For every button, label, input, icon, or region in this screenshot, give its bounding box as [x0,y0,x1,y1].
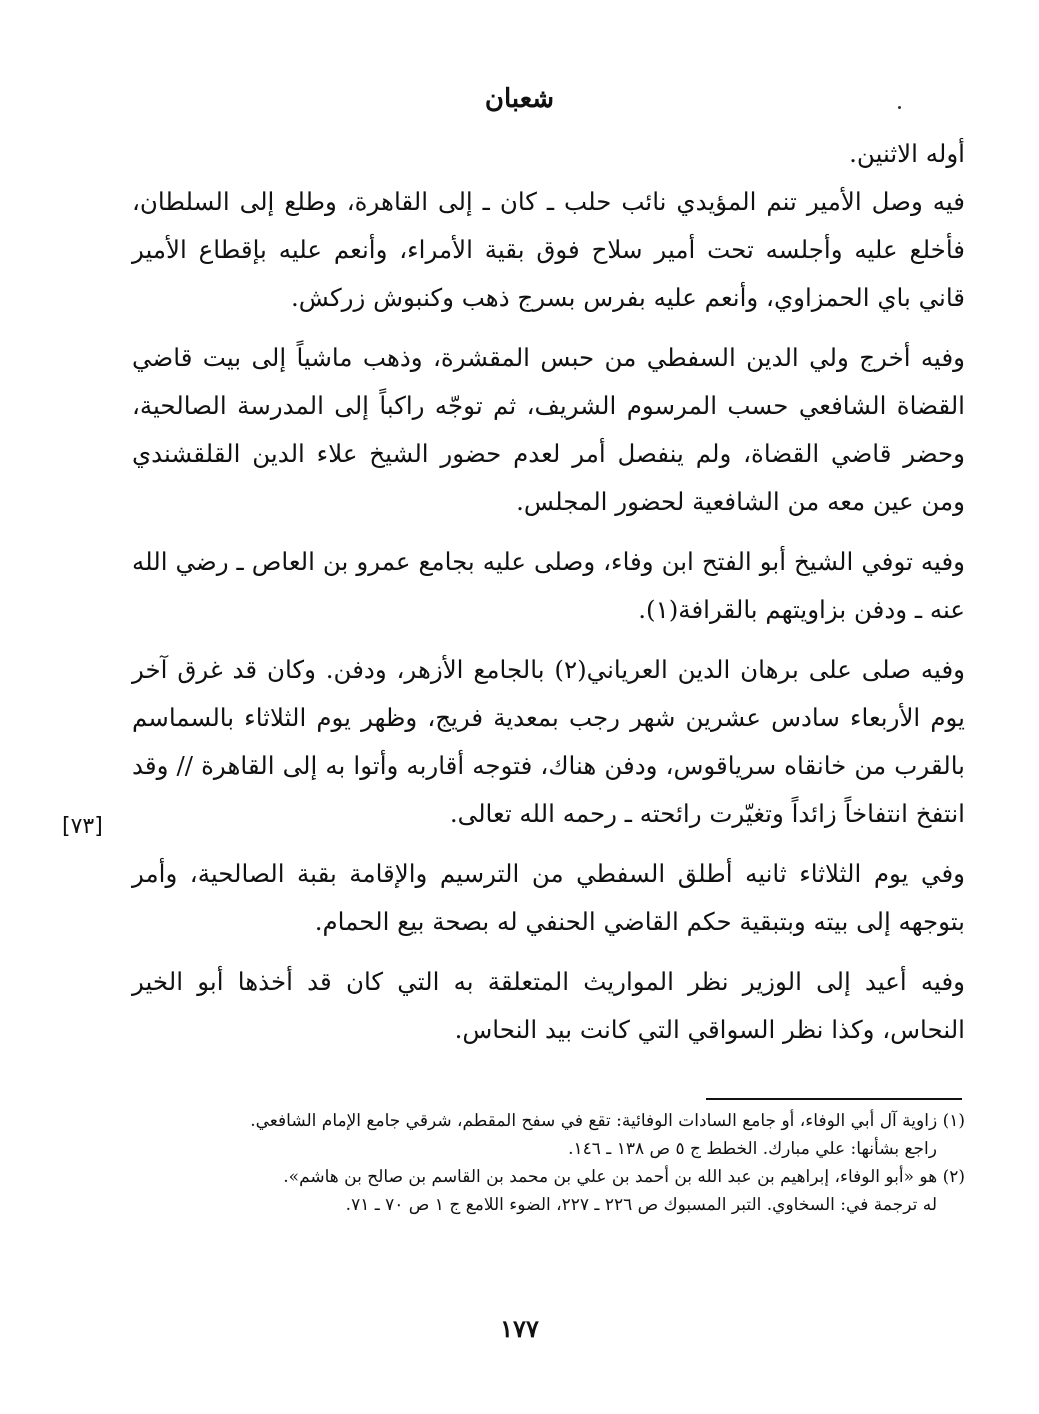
paragraph-tanam-arrival: فيه وصل الأمير تنم المؤيدي نائب حلب ـ كان ـ إلى القاهرة، وطلع إلى السلطان، فأخلع عليه وأجلسه تحت أمير سلاح فوق بقية الأمراء، وأنعم عليه بإقطاع الأمير قاني باي الحمزاوي، وأنعم عليه بفرس بسرج ذهب وكنبوش زركش. [132,187,965,312]
manuscript-folio-marker: [٧٣] [62,814,103,839]
footnote-2: (٢) هو «أبو الوفاء، إبراهيم بن عبد الله بن أحمد بن علي بن محمد بن القاسم بن صالح بن هاشم». [283,1167,965,1187]
paragraph-month-start: أوله الاثنين. [849,139,965,168]
paragraph-uryani-prayer: وفيه صلى على برهان الدين العرياني(٢) بالجامع الأزهر، ودفن. وكان قد غرق آخر يوم الأربعاء سادس عشرين شهر رجب بمعدية فريج، وظهر يوم الثلاثاء بالسماسم بالقرب من خانقاه سرياقوس، ودفن هناك، فتوجه أقاربه وأتوا به إلى القاهرة // وقد انتفخ انتفاخاً زائداً وتغيّرت رائحته ـ رحمه الله تعالى. [132,655,965,828]
paragraph-safti-release: وفيه أخرج ولي الدين السفطي من حبس المقشرة، وذهب ماشياً إلى بيت قاضي القضاة الشافعي حسب المرسوم الشريف، ثم توجّه راكباً إلى المدرسة الصالحية، وحضر قاضي القضاة، ولم ينفصل أمر لعدم حضور الشيخ علاء الدين القلقشندي ومن عين معه من الشافعية لحضور المجلس. [132,343,965,516]
footnote-2-reference: له ترجمة في: السخاوي. التبر المسبوك ص ٢٢٦ ـ ٢٢٧، الضوء اللامع ج ١ ص ٧٠ ـ ٧١. [345,1195,937,1215]
footnote-divider [706,1098,962,1100]
paragraph-ibn-wafa-death: وفيه توفي الشيخ أبو الفتح ابن وفاء، وصلى عليه بجامع عمرو بن العاص ـ رضي الله عنه ـ ودفن بزاويتهم بالقرافة(١). [132,547,965,624]
page-number: ١٧٧ [500,1314,539,1343]
page-title: شعبان [484,84,555,114]
main-text [132,130,965,1066]
paragraph-mawarith-return: وفيه أعيد إلى الوزير نظر المواريث المتعلقة به التي كان قد أخذها أبو الخير النحاس، وكذا نظر السواقي التي كانت بيد النحاس. [132,967,965,1044]
footnote-1-reference: راجع بشأنها: علي مبارك. الخطط ج ٥ ص ١٣٨ ـ ١٤٦. [568,1139,937,1159]
footnotes [140,1108,965,1220]
footnote-1: (١) زاوية آل أبي الوفاء، أو جامع السادات الوفائية: تقع في سفح المقطم، شرقي جامع الإمام الشافعي. [250,1111,965,1131]
paragraph-tuesday-release: وفي يوم الثلاثاء ثانيه أطلق السفطي من الترسيم والإقامة بقبة الصالحية، وأمر بتوجهه إلى بيته وبتبقية حكم القاضي الحنفي له بصحة بيع الحمام. [132,859,965,936]
